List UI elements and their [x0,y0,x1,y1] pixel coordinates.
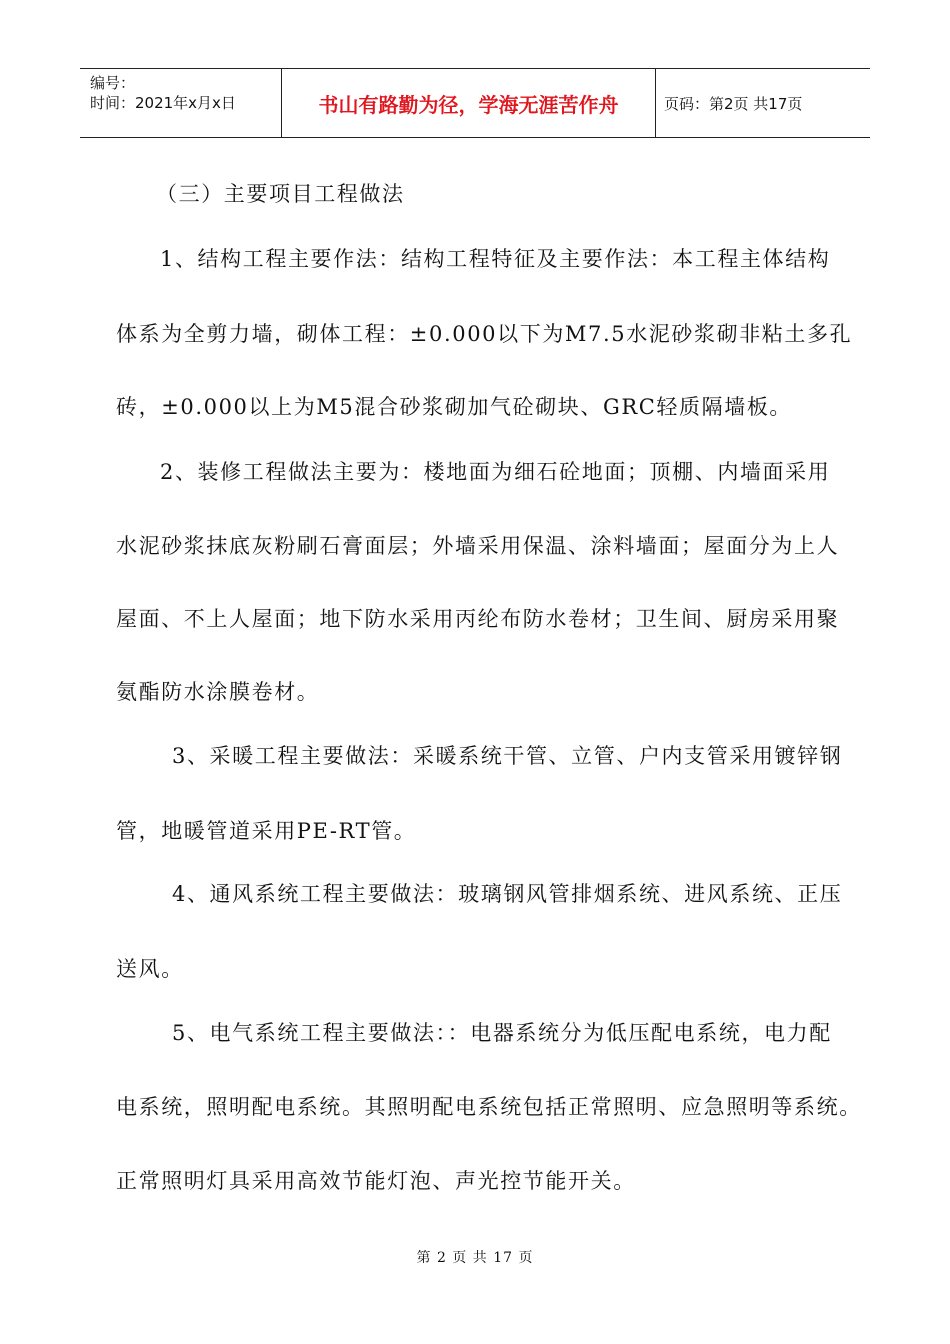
paragraph-line: 氨酯防水涂膜卷材。 [116,680,320,704]
header-meta [80,69,282,137]
section-heading: （三）主要项目工程做法 [156,182,405,206]
paragraph-line: 4、通风系统工程主要做法：玻璃钢风管排烟系统、进风系统、正压 [172,882,843,906]
page-footer: 第 2 页 共 17 页 [416,1250,534,1266]
paragraph-line: 送风。 [116,957,184,981]
paragraph-line: 正常照明灯具采用高效节能灯泡、声光控节能开关。 [116,1169,636,1193]
header-motto: 书山有路勤为径，学海无涯苦作舟 [282,69,656,137]
paragraph-line: 2、装修工程做法主要为：楼地面为细石砼地面；顶棚、内墙面采用 [160,460,831,484]
paragraph-line: 3、采暖工程主要做法：采暖系统干管、立管、户内支管采用镀锌钢 [172,744,843,768]
paragraph-line: 水泥砂浆抹底灰粉刷石膏面层；外墙采用保温、涂料墙面；屋面分为上人 [116,534,840,558]
document-time-label: 时间：2021年x月x日 [90,94,236,112]
document-number-label: 编号： [90,74,136,92]
header-page-info: 页码：第2页 共17页 [664,94,803,113]
page-header [80,68,870,138]
paragraph-line: 管，地暖管道采用PE-RT管。 [116,819,417,843]
paragraph-line: 体系为全剪力墙，砌体工程：±0.000以下为M7.5水泥砂浆砌非粘土多孔 [116,322,853,346]
paragraph-line: 电系统，照明配电系统。其照明配电系统包括正常照明、应急照明等系统。 [116,1095,862,1119]
paragraph-line: 1、结构工程主要作法：结构工程特征及主要作法：本工程主体结构 [160,247,831,271]
paragraph-line: 砖，±0.000以上为M5混合砂浆砌加气砼砌块、GRC轻质隔墙板。 [116,395,793,419]
paragraph-line: 屋面、不上人屋面；地下防水采用丙纶布防水卷材；卫生间、厨房采用聚 [116,607,840,631]
paragraph-line: 5、电气系统工程主要做法：：电器系统分为低压配电系统，电力配 [172,1021,832,1045]
